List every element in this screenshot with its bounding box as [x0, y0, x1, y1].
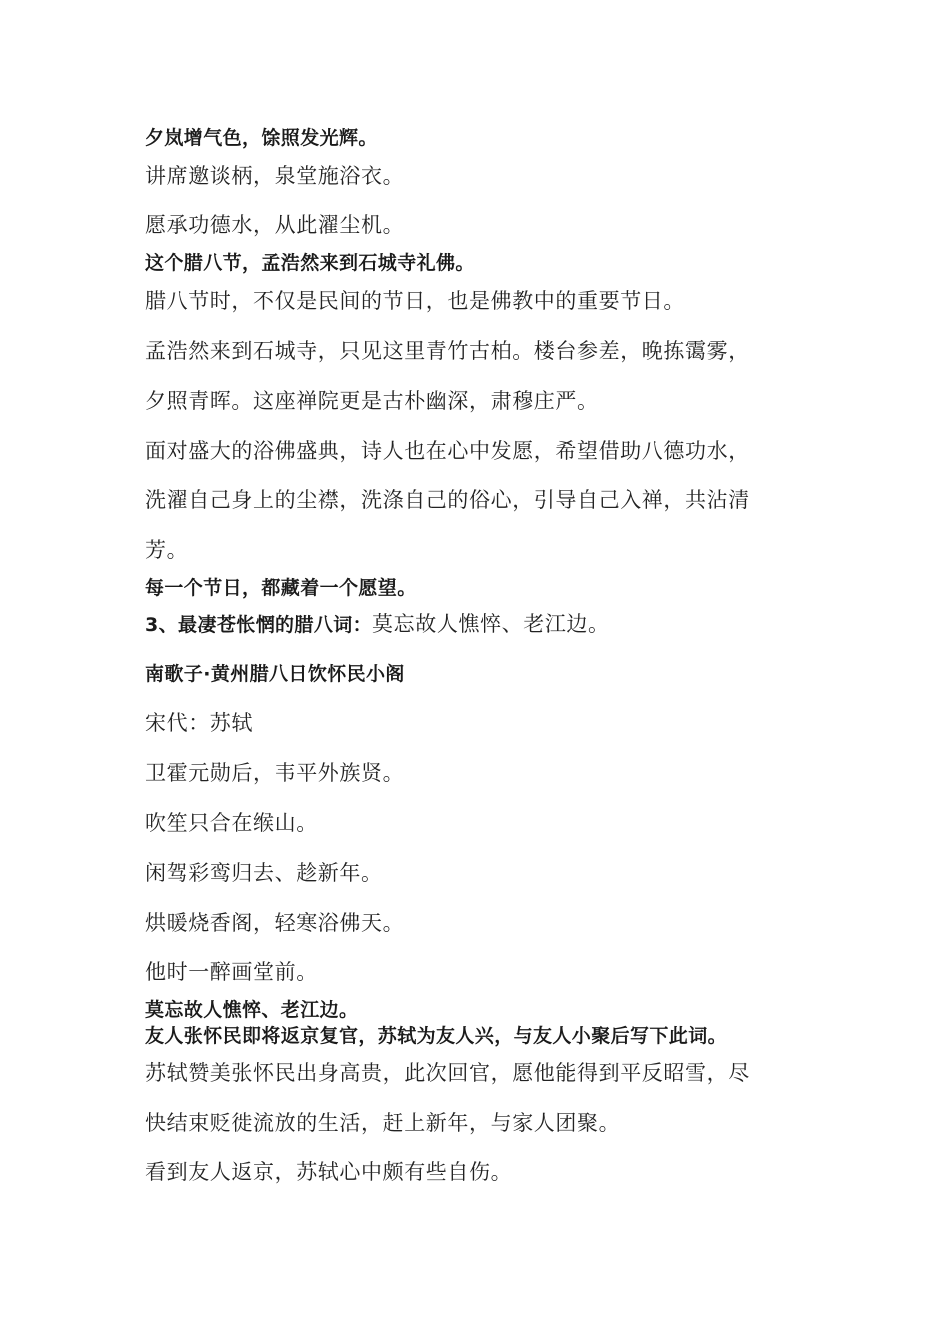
poem-line: 他时一醉画堂前。 [145, 960, 318, 984]
poem-line: 吹笙只合在缑山。 [145, 811, 318, 835]
poem-line: 莫忘故人憔悴、老江边。 [145, 999, 359, 1021]
poem-line: 卫霍元勋后，韦平外族贤。 [145, 761, 405, 785]
poem-line: 讲席邀谈柄，泉堂施浴衣。 [145, 164, 405, 188]
poem-line: 烘暖烧香阁，轻寒浴佛天。 [145, 911, 405, 935]
section-heading: 这个腊八节，孟浩然来到石城寺礼佛。 [145, 252, 475, 274]
poem-line: 闲驾彩鸾归去、趁新年。 [145, 861, 383, 885]
paragraph-line: 看到友人返京，苏轼心中颇有些自伤。 [145, 1160, 513, 1184]
paragraph-line: 快结束贬徙流放的生活，赶上新年，与家人团聚。 [145, 1111, 621, 1135]
section-heading [145, 610, 610, 639]
paragraph-line: 芳。 [145, 538, 189, 562]
paragraph-line: 面对盛大的浴佛盛典，诗人也在心中发愿，希望借助八德功水， [145, 439, 750, 463]
heading-quote: 莫忘故人憔悴、老江边。 [372, 612, 610, 636]
paragraph-line: 苏轼赞美张怀民出身高贵，此次回官，愿他能得到平反昭雪，尽 [145, 1061, 750, 1085]
paragraph-line: 夕照青晖。这座禅院更是古朴幽深，肃穆庄严。 [145, 389, 599, 413]
heading-label: 3、最凄苍怅惘的腊八词： [145, 614, 373, 636]
paragraph-line: 腊八节时，不仅是民间的节日，也是佛教中的重要节日。 [145, 289, 685, 313]
section-heading: 每一个节日，都藏着一个愿望。 [145, 577, 417, 599]
poem-author: 宋代：苏轼 [145, 711, 253, 735]
poem-line: 夕岚增气色，馀照发光辉。 [145, 127, 378, 149]
poem-line: 愿承功德水，从此濯尘机。 [145, 213, 405, 237]
paragraph-line: 孟浩然来到石城寺，只见这里青竹古柏。楼台参差，晚拣霭雾， [145, 339, 750, 363]
section-heading: 友人张怀民即将返京复官，苏轼为友人兴，与友人小聚后写下此词。 [145, 1025, 728, 1047]
poem-title: 南歌子·黄州腊八日饮怀民小阁 [145, 663, 405, 685]
paragraph-line: 洗濯自己身上的尘襟，洗涤自己的俗心，引导自己入禅，共沾清 [145, 488, 750, 512]
